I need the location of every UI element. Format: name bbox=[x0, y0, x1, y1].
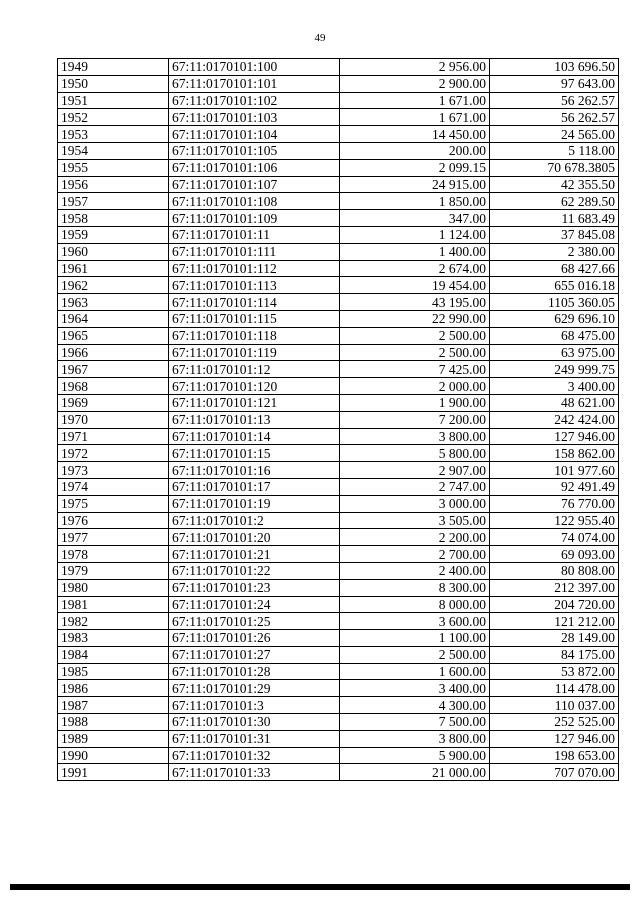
cadastral-number-cell: 67:11:0170101:33 bbox=[169, 764, 340, 781]
row-number-cell: 1950 bbox=[58, 75, 169, 92]
table-row bbox=[58, 764, 619, 781]
value-cell: 198 653.00 bbox=[490, 747, 619, 764]
cadastral-number-cell: 67:11:0170101:119 bbox=[169, 344, 340, 361]
value-cell: 68 475.00 bbox=[490, 327, 619, 344]
cadastral-number-cell: 67:11:0170101:27 bbox=[169, 646, 340, 663]
row-number-cell: 1990 bbox=[58, 747, 169, 764]
area-cell: 200.00 bbox=[340, 142, 490, 159]
value-cell: 103 696.50 bbox=[490, 59, 619, 76]
table-row bbox=[58, 411, 619, 428]
table-row bbox=[58, 478, 619, 495]
table-row bbox=[58, 310, 619, 327]
row-number-cell: 1975 bbox=[58, 495, 169, 512]
row-number-cell: 1983 bbox=[58, 630, 169, 647]
value-cell: 707 070.00 bbox=[490, 764, 619, 781]
row-number-cell: 1991 bbox=[58, 764, 169, 781]
row-number-cell: 1969 bbox=[58, 394, 169, 411]
table-row bbox=[58, 159, 619, 176]
value-cell: 114 478.00 bbox=[490, 680, 619, 697]
row-number-cell: 1954 bbox=[58, 142, 169, 159]
table-row bbox=[58, 361, 619, 378]
area-cell: 19 454.00 bbox=[340, 277, 490, 294]
row-number-cell: 1981 bbox=[58, 596, 169, 613]
value-cell: 242 424.00 bbox=[490, 411, 619, 428]
value-cell: 249 999.75 bbox=[490, 361, 619, 378]
row-number-cell: 1951 bbox=[58, 92, 169, 109]
area-cell: 22 990.00 bbox=[340, 310, 490, 327]
area-cell: 2 700.00 bbox=[340, 546, 490, 563]
value-cell: 127 946.00 bbox=[490, 428, 619, 445]
cadastral-number-cell: 67:11:0170101:109 bbox=[169, 210, 340, 227]
table-row bbox=[58, 747, 619, 764]
cadastral-number-cell: 67:11:0170101:17 bbox=[169, 478, 340, 495]
row-number-cell: 1980 bbox=[58, 579, 169, 596]
area-cell: 2 907.00 bbox=[340, 462, 490, 479]
area-cell: 21 000.00 bbox=[340, 764, 490, 781]
cadastral-number-cell: 67:11:0170101:15 bbox=[169, 445, 340, 462]
area-cell: 5 900.00 bbox=[340, 747, 490, 764]
row-number-cell: 1972 bbox=[58, 445, 169, 462]
cadastral-number-cell: 67:11:0170101:3 bbox=[169, 697, 340, 714]
table-row bbox=[58, 730, 619, 747]
table-row bbox=[58, 630, 619, 647]
table-row bbox=[58, 394, 619, 411]
row-number-cell: 1989 bbox=[58, 730, 169, 747]
table-row bbox=[58, 75, 619, 92]
row-number-cell: 1988 bbox=[58, 714, 169, 731]
cadastral-number-cell: 67:11:0170101:21 bbox=[169, 546, 340, 563]
area-cell: 3 505.00 bbox=[340, 512, 490, 529]
area-cell: 2 200.00 bbox=[340, 529, 490, 546]
value-cell: 74 074.00 bbox=[490, 529, 619, 546]
value-cell: 629 696.10 bbox=[490, 310, 619, 327]
table-row bbox=[58, 714, 619, 731]
row-number-cell: 1957 bbox=[58, 193, 169, 210]
cadastral-number-cell: 67:11:0170101:31 bbox=[169, 730, 340, 747]
table-row bbox=[58, 529, 619, 546]
value-cell: 92 491.49 bbox=[490, 478, 619, 495]
row-number-cell: 1974 bbox=[58, 478, 169, 495]
value-cell: 80 808.00 bbox=[490, 562, 619, 579]
row-number-cell: 1976 bbox=[58, 512, 169, 529]
area-cell: 2 956.00 bbox=[340, 59, 490, 76]
value-cell: 48 621.00 bbox=[490, 394, 619, 411]
area-cell: 3 600.00 bbox=[340, 613, 490, 630]
cadastral-number-cell: 67:11:0170101:105 bbox=[169, 142, 340, 159]
area-cell: 2 500.00 bbox=[340, 646, 490, 663]
value-cell: 655 016.18 bbox=[490, 277, 619, 294]
row-number-cell: 1967 bbox=[58, 361, 169, 378]
row-number-cell: 1958 bbox=[58, 210, 169, 227]
row-number-cell: 1949 bbox=[58, 59, 169, 76]
cadastral-number-cell: 67:11:0170101:108 bbox=[169, 193, 340, 210]
bottom-rule bbox=[10, 884, 630, 890]
value-cell: 121 212.00 bbox=[490, 613, 619, 630]
area-cell: 1 124.00 bbox=[340, 226, 490, 243]
page-number: 49 bbox=[314, 32, 326, 44]
row-number-cell: 1964 bbox=[58, 310, 169, 327]
row-number-cell: 1953 bbox=[58, 126, 169, 143]
row-number-cell: 1979 bbox=[58, 562, 169, 579]
value-cell: 2 380.00 bbox=[490, 243, 619, 260]
area-cell: 2 500.00 bbox=[340, 344, 490, 361]
area-cell: 4 300.00 bbox=[340, 697, 490, 714]
row-number-cell: 1982 bbox=[58, 613, 169, 630]
area-cell: 3 800.00 bbox=[340, 730, 490, 747]
table-row bbox=[58, 462, 619, 479]
table-row bbox=[58, 378, 619, 395]
row-number-cell: 1978 bbox=[58, 546, 169, 563]
value-cell: 158 862.00 bbox=[490, 445, 619, 462]
row-number-cell: 1961 bbox=[58, 260, 169, 277]
table-row bbox=[58, 294, 619, 311]
row-number-cell: 1955 bbox=[58, 159, 169, 176]
row-number-cell: 1985 bbox=[58, 663, 169, 680]
row-number-cell: 1960 bbox=[58, 243, 169, 260]
table-row bbox=[58, 327, 619, 344]
table-row bbox=[58, 243, 619, 260]
table-row bbox=[58, 445, 619, 462]
cadastral-number-cell: 67:11:0170101:22 bbox=[169, 562, 340, 579]
row-number-cell: 1971 bbox=[58, 428, 169, 445]
row-number-cell: 1965 bbox=[58, 327, 169, 344]
cadastral-number-cell: 67:11:0170101:103 bbox=[169, 109, 340, 126]
table-row bbox=[58, 277, 619, 294]
row-number-cell: 1956 bbox=[58, 176, 169, 193]
value-cell: 56 262.57 bbox=[490, 109, 619, 126]
area-cell: 14 450.00 bbox=[340, 126, 490, 143]
area-cell: 1 671.00 bbox=[340, 92, 490, 109]
table-row bbox=[58, 344, 619, 361]
cadastral-number-cell: 67:11:0170101:24 bbox=[169, 596, 340, 613]
value-cell: 56 262.57 bbox=[490, 92, 619, 109]
value-cell: 11 683.49 bbox=[490, 210, 619, 227]
cadastral-number-cell: 67:11:0170101:113 bbox=[169, 277, 340, 294]
cadastral-number-cell: 67:11:0170101:16 bbox=[169, 462, 340, 479]
area-cell: 1 100.00 bbox=[340, 630, 490, 647]
table-row bbox=[58, 512, 619, 529]
table-row bbox=[58, 226, 619, 243]
value-cell: 68 427.66 bbox=[490, 260, 619, 277]
row-number-cell: 1987 bbox=[58, 697, 169, 714]
area-cell: 347.00 bbox=[340, 210, 490, 227]
value-cell: 62 289.50 bbox=[490, 193, 619, 210]
cadastral-number-cell: 67:11:0170101:118 bbox=[169, 327, 340, 344]
table-row bbox=[58, 663, 619, 680]
area-cell: 7 425.00 bbox=[340, 361, 490, 378]
table-row bbox=[58, 126, 619, 143]
table-row bbox=[58, 596, 619, 613]
area-cell: 3 000.00 bbox=[340, 495, 490, 512]
cadastral-number-cell: 67:11:0170101:121 bbox=[169, 394, 340, 411]
cadastral-number-cell: 67:11:0170101:12 bbox=[169, 361, 340, 378]
area-cell: 1 400.00 bbox=[340, 243, 490, 260]
value-cell: 127 946.00 bbox=[490, 730, 619, 747]
cadastral-number-cell: 67:11:0170101:107 bbox=[169, 176, 340, 193]
cadastral-number-cell: 67:11:0170101:115 bbox=[169, 310, 340, 327]
table-row bbox=[58, 92, 619, 109]
row-number-cell: 1984 bbox=[58, 646, 169, 663]
row-number-cell: 1986 bbox=[58, 680, 169, 697]
cadastral-number-cell: 67:11:0170101:112 bbox=[169, 260, 340, 277]
value-cell: 84 175.00 bbox=[490, 646, 619, 663]
row-number-cell: 1977 bbox=[58, 529, 169, 546]
area-cell: 24 915.00 bbox=[340, 176, 490, 193]
value-cell: 252 525.00 bbox=[490, 714, 619, 731]
cadastral-table bbox=[57, 58, 619, 781]
table-row bbox=[58, 428, 619, 445]
area-cell: 2 500.00 bbox=[340, 327, 490, 344]
value-cell: 1105 360.05 bbox=[490, 294, 619, 311]
value-cell: 204 720.00 bbox=[490, 596, 619, 613]
cadastral-number-cell: 67:11:0170101:111 bbox=[169, 243, 340, 260]
area-cell: 8 300.00 bbox=[340, 579, 490, 596]
value-cell: 97 643.00 bbox=[490, 75, 619, 92]
table-row bbox=[58, 210, 619, 227]
area-cell: 43 195.00 bbox=[340, 294, 490, 311]
cadastral-number-cell: 67:11:0170101:29 bbox=[169, 680, 340, 697]
area-cell: 2 900.00 bbox=[340, 75, 490, 92]
table-row bbox=[58, 109, 619, 126]
table-row bbox=[58, 562, 619, 579]
cadastral-number-cell: 67:11:0170101:120 bbox=[169, 378, 340, 395]
value-cell: 28 149.00 bbox=[490, 630, 619, 647]
table-row bbox=[58, 193, 619, 210]
area-cell: 1 850.00 bbox=[340, 193, 490, 210]
cadastral-number-cell: 67:11:0170101:100 bbox=[169, 59, 340, 76]
value-cell: 3 400.00 bbox=[490, 378, 619, 395]
row-number-cell: 1952 bbox=[58, 109, 169, 126]
row-number-cell: 1968 bbox=[58, 378, 169, 395]
value-cell: 53 872.00 bbox=[490, 663, 619, 680]
cadastral-number-cell: 67:11:0170101:13 bbox=[169, 411, 340, 428]
value-cell: 69 093.00 bbox=[490, 546, 619, 563]
value-cell: 5 118.00 bbox=[490, 142, 619, 159]
table-row bbox=[58, 697, 619, 714]
cadastral-number-cell: 67:11:0170101:28 bbox=[169, 663, 340, 680]
cadastral-number-cell: 67:11:0170101:25 bbox=[169, 613, 340, 630]
table-row bbox=[58, 613, 619, 630]
area-cell: 2 400.00 bbox=[340, 562, 490, 579]
value-cell: 63 975.00 bbox=[490, 344, 619, 361]
cadastral-number-cell: 67:11:0170101:32 bbox=[169, 747, 340, 764]
table-row bbox=[58, 59, 619, 76]
row-number-cell: 1959 bbox=[58, 226, 169, 243]
table-row bbox=[58, 142, 619, 159]
table-row bbox=[58, 260, 619, 277]
cadastral-number-cell: 67:11:0170101:104 bbox=[169, 126, 340, 143]
value-cell: 70 678.3805 bbox=[490, 159, 619, 176]
row-number-cell: 1963 bbox=[58, 294, 169, 311]
area-cell: 3 400.00 bbox=[340, 680, 490, 697]
cadastral-number-cell: 67:11:0170101:20 bbox=[169, 529, 340, 546]
area-cell: 1 900.00 bbox=[340, 394, 490, 411]
table-row bbox=[58, 176, 619, 193]
area-cell: 7 200.00 bbox=[340, 411, 490, 428]
area-cell: 1 600.00 bbox=[340, 663, 490, 680]
value-cell: 24 565.00 bbox=[490, 126, 619, 143]
table-row bbox=[58, 646, 619, 663]
table-row bbox=[58, 680, 619, 697]
area-cell: 8 000.00 bbox=[340, 596, 490, 613]
row-number-cell: 1962 bbox=[58, 277, 169, 294]
cadastral-number-cell: 67:11:0170101:101 bbox=[169, 75, 340, 92]
row-number-cell: 1966 bbox=[58, 344, 169, 361]
cadastral-number-cell: 67:11:0170101:106 bbox=[169, 159, 340, 176]
value-cell: 110 037.00 bbox=[490, 697, 619, 714]
cadastral-number-cell: 67:11:0170101:26 bbox=[169, 630, 340, 647]
area-cell: 2 747.00 bbox=[340, 478, 490, 495]
area-cell: 5 800.00 bbox=[340, 445, 490, 462]
area-cell: 3 800.00 bbox=[340, 428, 490, 445]
cadastral-number-cell: 67:11:0170101:30 bbox=[169, 714, 340, 731]
row-number-cell: 1970 bbox=[58, 411, 169, 428]
row-number-cell: 1973 bbox=[58, 462, 169, 479]
cadastral-number-cell: 67:11:0170101:2 bbox=[169, 512, 340, 529]
table-row bbox=[58, 546, 619, 563]
table-row bbox=[58, 579, 619, 596]
value-cell: 37 845.08 bbox=[490, 226, 619, 243]
cadastral-number-cell: 67:11:0170101:102 bbox=[169, 92, 340, 109]
cadastral-number-cell: 67:11:0170101:19 bbox=[169, 495, 340, 512]
area-cell: 7 500.00 bbox=[340, 714, 490, 731]
cadastral-number-cell: 67:11:0170101:114 bbox=[169, 294, 340, 311]
cadastral-number-cell: 67:11:0170101:23 bbox=[169, 579, 340, 596]
area-cell: 2 000.00 bbox=[340, 378, 490, 395]
cadastral-number-cell: 67:11:0170101:11 bbox=[169, 226, 340, 243]
value-cell: 101 977.60 bbox=[490, 462, 619, 479]
cadastral-number-cell: 67:11:0170101:14 bbox=[169, 428, 340, 445]
value-cell: 42 355.50 bbox=[490, 176, 619, 193]
table-row bbox=[58, 495, 619, 512]
value-cell: 122 955.40 bbox=[490, 512, 619, 529]
area-cell: 2 674.00 bbox=[340, 260, 490, 277]
area-cell: 1 671.00 bbox=[340, 109, 490, 126]
value-cell: 76 770.00 bbox=[490, 495, 619, 512]
table-body bbox=[58, 59, 619, 781]
value-cell: 212 397.00 bbox=[490, 579, 619, 596]
area-cell: 2 099.15 bbox=[340, 159, 490, 176]
